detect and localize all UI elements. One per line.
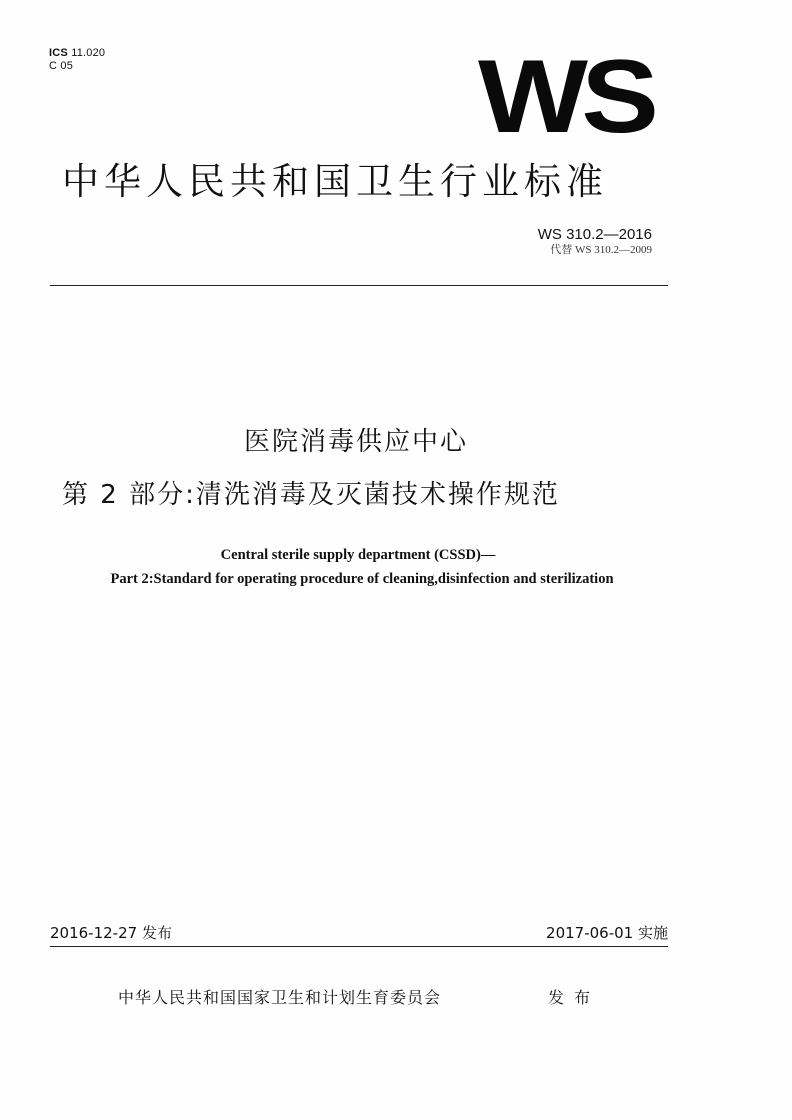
ics-number: 11.020: [71, 47, 106, 59]
english-title-line-1: Central sterile supply department (CSSD)—: [220, 547, 496, 563]
header-divider: [50, 285, 668, 286]
standard-number: WS 310.2—2016: [537, 226, 652, 243]
ccs-code: C 05: [49, 60, 74, 72]
english-title-line-2: Part 2:Standard for operating procedure of cleaning,disinfection and sterilization: [110, 571, 614, 587]
replaces-standard: 代替 WS 310.2—2009: [550, 244, 652, 256]
standard-type-title: 中华人民共和国卫生行业标准: [62, 160, 608, 203]
ics-label: ICS: [49, 47, 68, 59]
ws-logo: WS: [478, 39, 653, 155]
issue-date: 2016-12-27 发布: [50, 924, 172, 942]
implementation-date: 2017-06-01 实施: [546, 924, 668, 942]
issuing-authority: 中华人民共和国国家卫生和计划生育委员会: [118, 988, 442, 1007]
chinese-title-line-2: 第 2 部分:清洗消毒及灭菌技术操作规范: [62, 480, 560, 510]
chinese-title-line-1: 医院消毒供应中心: [243, 427, 468, 457]
classification-codes: [49, 47, 105, 73]
issuer-action-label: 发布: [548, 988, 601, 1007]
footer-divider: [50, 946, 668, 947]
ics-code: [49, 47, 105, 60]
